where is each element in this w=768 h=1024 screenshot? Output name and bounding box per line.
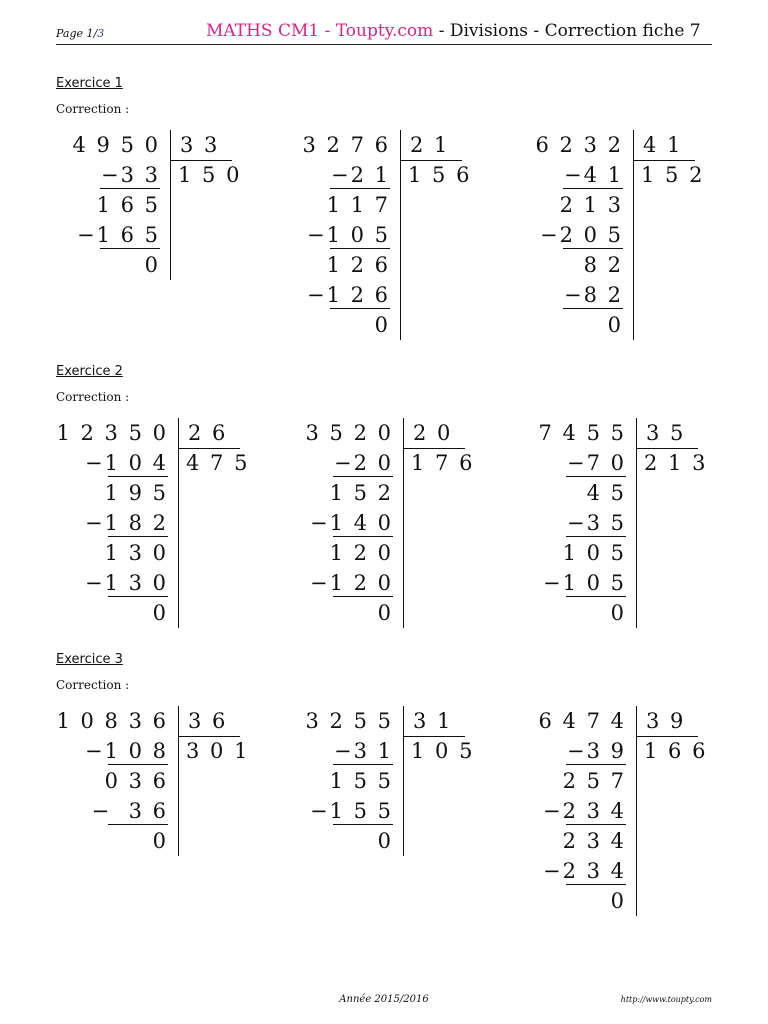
subtraction-line [100, 188, 160, 189]
subtraction-line [566, 884, 626, 885]
remainder-step: 0 [610, 601, 626, 625]
division-bar [170, 130, 171, 280]
subtraction-line [330, 188, 390, 189]
subtraction-line [333, 764, 393, 765]
subtraction-step: −2 0 [334, 451, 393, 475]
subtraction-line [108, 596, 168, 597]
subtraction-step: −1 2 0 [309, 571, 393, 595]
division-bar [636, 418, 637, 628]
remainder-step: 1 2 0 [329, 541, 393, 565]
subtraction-line [566, 824, 626, 825]
subtraction-step: − 3 6 [91, 799, 168, 823]
subtraction-step: −1 0 4 [84, 451, 168, 475]
dividend: 6 4 7 4 [538, 709, 626, 733]
exercise-title: Exercice 1 [56, 76, 123, 91]
subtraction-step: −1 4 0 [309, 511, 393, 535]
remainder-step: 0 [152, 829, 168, 853]
remainder-step: 0 [152, 601, 168, 625]
subtraction-step: −4 1 [564, 163, 623, 187]
remainder-step: 0 3 6 [104, 769, 168, 793]
subtraction-step: −8 2 [564, 283, 623, 307]
subtraction-step: −7 0 [567, 451, 626, 475]
correction-label: Correction : [56, 390, 130, 404]
divisor: 3 9 [646, 709, 686, 733]
remainder-step: 1 5 5 [329, 769, 393, 793]
exercise-title: Exercice 2 [56, 364, 123, 379]
quotient: 1 5 0 [178, 163, 242, 187]
subtraction-line [333, 476, 393, 477]
subtraction-step: −1 6 5 [76, 223, 160, 247]
quotient: 3 0 1 [186, 739, 250, 763]
page-number: Page 1/3 [56, 27, 105, 40]
remainder-step: 0 [377, 829, 393, 853]
division-bar [636, 706, 637, 916]
document-title: MATHS CM1 - Toupty.com - Divisions - Correction fiche 7 [206, 21, 701, 41]
subtraction-line [333, 536, 393, 537]
divisor: 4 1 [643, 133, 683, 157]
subtraction-line [563, 308, 623, 309]
subtraction-step: −1 8 2 [84, 511, 168, 535]
division-bar [178, 706, 179, 856]
division-bar [400, 130, 401, 340]
subtraction-step: −3 5 [567, 511, 626, 535]
dividend: 7 4 5 5 [538, 421, 626, 445]
subtraction-step: −1 0 5 [542, 571, 626, 595]
subtraction-line [566, 596, 626, 597]
remainder-step: 8 2 [583, 253, 623, 277]
subtraction-line [563, 188, 623, 189]
page-header [56, 20, 712, 45]
dividend: 1 2 3 5 0 [56, 421, 168, 445]
divisor: 2 0 [413, 421, 453, 445]
remainder-step: 2 1 3 [559, 193, 623, 217]
division-bar [178, 418, 179, 628]
remainder-step: 4 5 [586, 481, 626, 505]
subtraction-line [566, 536, 626, 537]
quotient: 1 0 5 [411, 739, 475, 763]
subtraction-line [333, 596, 393, 597]
remainder-step: 1 1 7 [326, 193, 390, 217]
subtraction-line [566, 764, 626, 765]
dividend: 3 2 5 5 [305, 709, 393, 733]
exercise-title: Exercice 3 [56, 652, 123, 667]
subtraction-line [108, 536, 168, 537]
remainder-step: 1 9 5 [104, 481, 168, 505]
remainder-step: 1 6 5 [96, 193, 160, 217]
subtraction-step: −2 3 4 [542, 859, 626, 883]
quotient: 1 5 2 [641, 163, 705, 187]
subtraction-step: −1 0 8 [84, 739, 168, 763]
subtraction-line [108, 476, 168, 477]
dividend: 6 2 3 2 [535, 133, 623, 157]
quotient: 1 6 6 [644, 739, 708, 763]
division-bar [403, 418, 404, 628]
remainder-step: 0 [144, 253, 160, 277]
subtraction-step: −1 3 0 [84, 571, 168, 595]
dividend: 3 5 2 0 [305, 421, 393, 445]
subtraction-step: −3 1 [334, 739, 393, 763]
subtraction-line [330, 308, 390, 309]
remainder-step: 2 3 4 [562, 829, 626, 853]
subtraction-line [100, 248, 160, 249]
subtraction-line [108, 764, 168, 765]
footer-year: Année 2015/2016 [339, 994, 429, 1005]
remainder-step: 0 [610, 889, 626, 913]
quotient: 1 5 6 [408, 163, 472, 187]
dividend: 1 0 8 3 6 [56, 709, 168, 733]
dividend: 4 9 5 0 [72, 133, 160, 157]
subtraction-line [563, 248, 623, 249]
subtraction-step: −1 5 5 [309, 799, 393, 823]
divisor: 2 6 [188, 421, 228, 445]
divisor: 3 3 [180, 133, 220, 157]
divisor: 2 1 [410, 133, 450, 157]
divisor: 3 6 [188, 709, 228, 733]
subtraction-step: −3 9 [567, 739, 626, 763]
remainder-step: 0 [377, 601, 393, 625]
remainder-step: 2 5 7 [562, 769, 626, 793]
subtraction-line [566, 476, 626, 477]
remainder-step: 1 5 2 [329, 481, 393, 505]
division-bar [403, 706, 404, 856]
quotient: 1 7 6 [411, 451, 475, 475]
subtraction-step: −2 0 5 [539, 223, 623, 247]
remainder-step: 0 [607, 313, 623, 337]
quotient: 4 7 5 [186, 451, 250, 475]
footer-url[interactable]: http://www.toupty.com [620, 995, 712, 1004]
subtraction-step: −1 0 5 [306, 223, 390, 247]
remainder-step: 1 3 0 [104, 541, 168, 565]
dividend: 3 2 7 6 [302, 133, 390, 157]
subtraction-line [330, 248, 390, 249]
divisor: 3 5 [646, 421, 686, 445]
subtraction-line [333, 824, 393, 825]
remainder-step: 1 0 5 [562, 541, 626, 565]
correction-label: Correction : [56, 678, 130, 692]
correction-label: Correction : [56, 102, 130, 116]
quotient: 2 1 3 [644, 451, 708, 475]
subtraction-step: −3 3 [101, 163, 160, 187]
subtraction-step: −2 3 4 [542, 799, 626, 823]
division-bar [633, 130, 634, 340]
remainder-step: 1 2 6 [326, 253, 390, 277]
subtraction-line [108, 824, 168, 825]
subtraction-step: −2 1 [331, 163, 390, 187]
divisor: 3 1 [413, 709, 453, 733]
subtraction-step: −1 2 6 [306, 283, 390, 307]
remainder-step: 0 [374, 313, 390, 337]
